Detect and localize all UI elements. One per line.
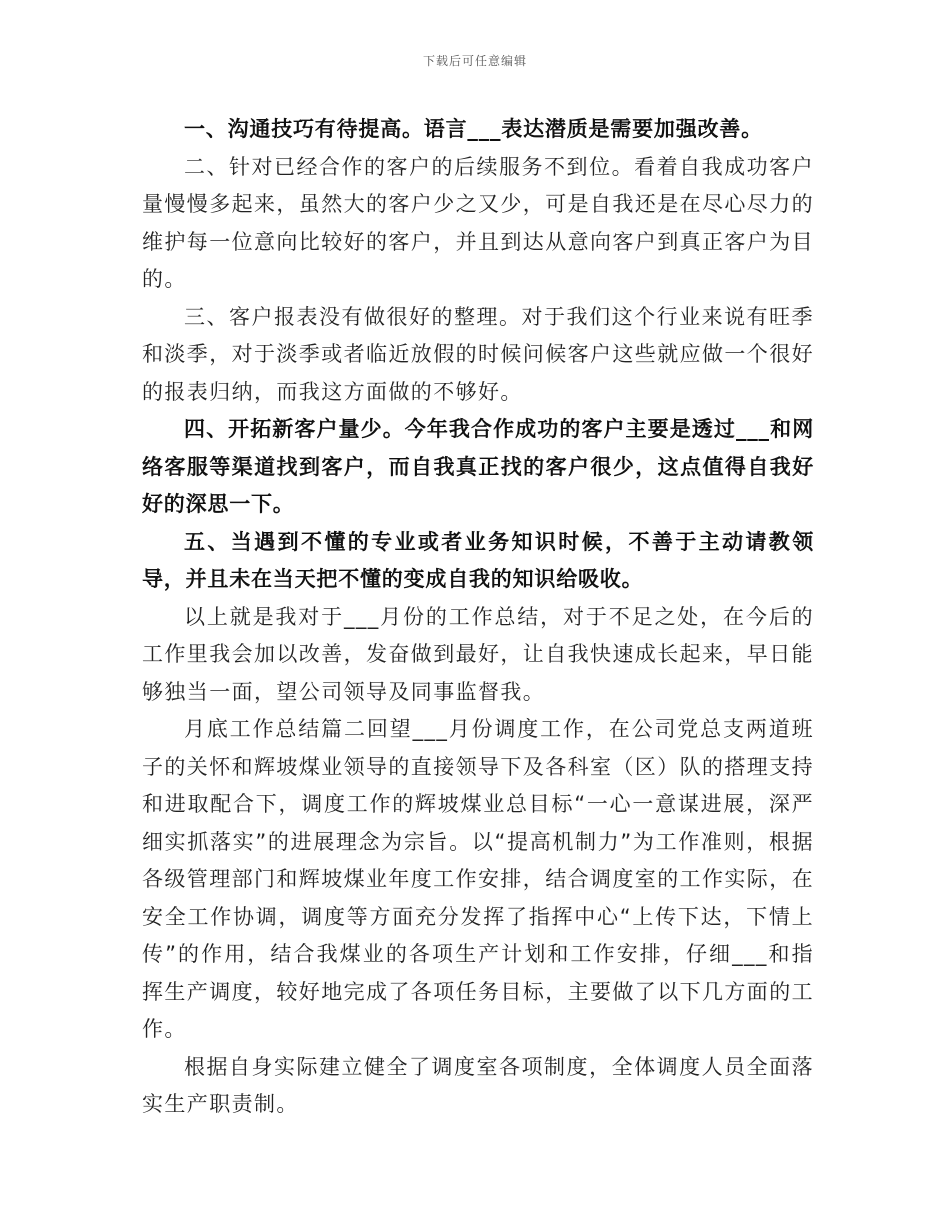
paragraph-8: 根据自身实际建立健全了调度室各项制度，全体调度人员全面落实生产职责制。	[142, 1054, 814, 1116]
paragraph-7: 月底工作总结篇二回望___月份调度工作，在公司党总支两道班子的关怀和辉坡煤业领导的直接领导下及各科室（区）队的搭理支持和进取配合下，调度工作的辉坡煤业总目标“一心一意谋进展，深严细实抓落实”的进展理念为宗旨。以“提高机制力”为工作准则，根据各级管理部门和辉坡煤业年度工作安排，结合调度室的工作实际，在安全工作协调，调度等方面充分发挥了指挥中心“上传下达，下情上传”的作用，结合我煤业的各项生产计划和工作安排，仔细___和指挥生产调度，较好地完成了各项任务目标，主要做了以下几方面的工作。	[142, 717, 814, 1041]
paragraph-2: 二、针对已经合作的客户的后续服务不到位。看着自我成功客户量慢慢多起来，虽然大的客户少之又少，可是自我还是在尽心尽力的维护每一位意向比较好的客户，并且到达从意向客户到真正客户为目的。	[142, 154, 814, 291]
paragraph-4: 四、开拓新客户量少。今年我合作成功的客户主要是透过___和网络客服等渠道找到客户，而自我真正找的客户很少，这点值得自我好好的深思一下。	[142, 417, 814, 516]
paragraph-3: 三、客户报表没有做很好的整理。对于我们这个行业来说有旺季和淡季，对于淡季或者临近放假的时候问候客户这些就应做一个很好的报表归纳，而我这方面做的不够好。	[142, 304, 814, 404]
paragraph-1: 一、沟通技巧有待提高。语言___表达潜质是需要加强改善。	[184, 117, 763, 141]
paragraph-6: 以上就是我对于___月份的工作总结，对于不足之处，在今后的工作里我会加以改善，发奋做到最好，让自我快速成长起来，早日能够独当一面，望公司领导及同事监督我。	[142, 604, 814, 704]
paragraph-5: 五、当遇到不懂的专业或者业务知识时候，不善于主动请教领导，并且未在当天把不懂的变成自我的知识给吸收。	[142, 529, 814, 591]
document-body	[142, 111, 814, 1124]
page-header: 下载后可任意编辑	[422, 54, 527, 68]
